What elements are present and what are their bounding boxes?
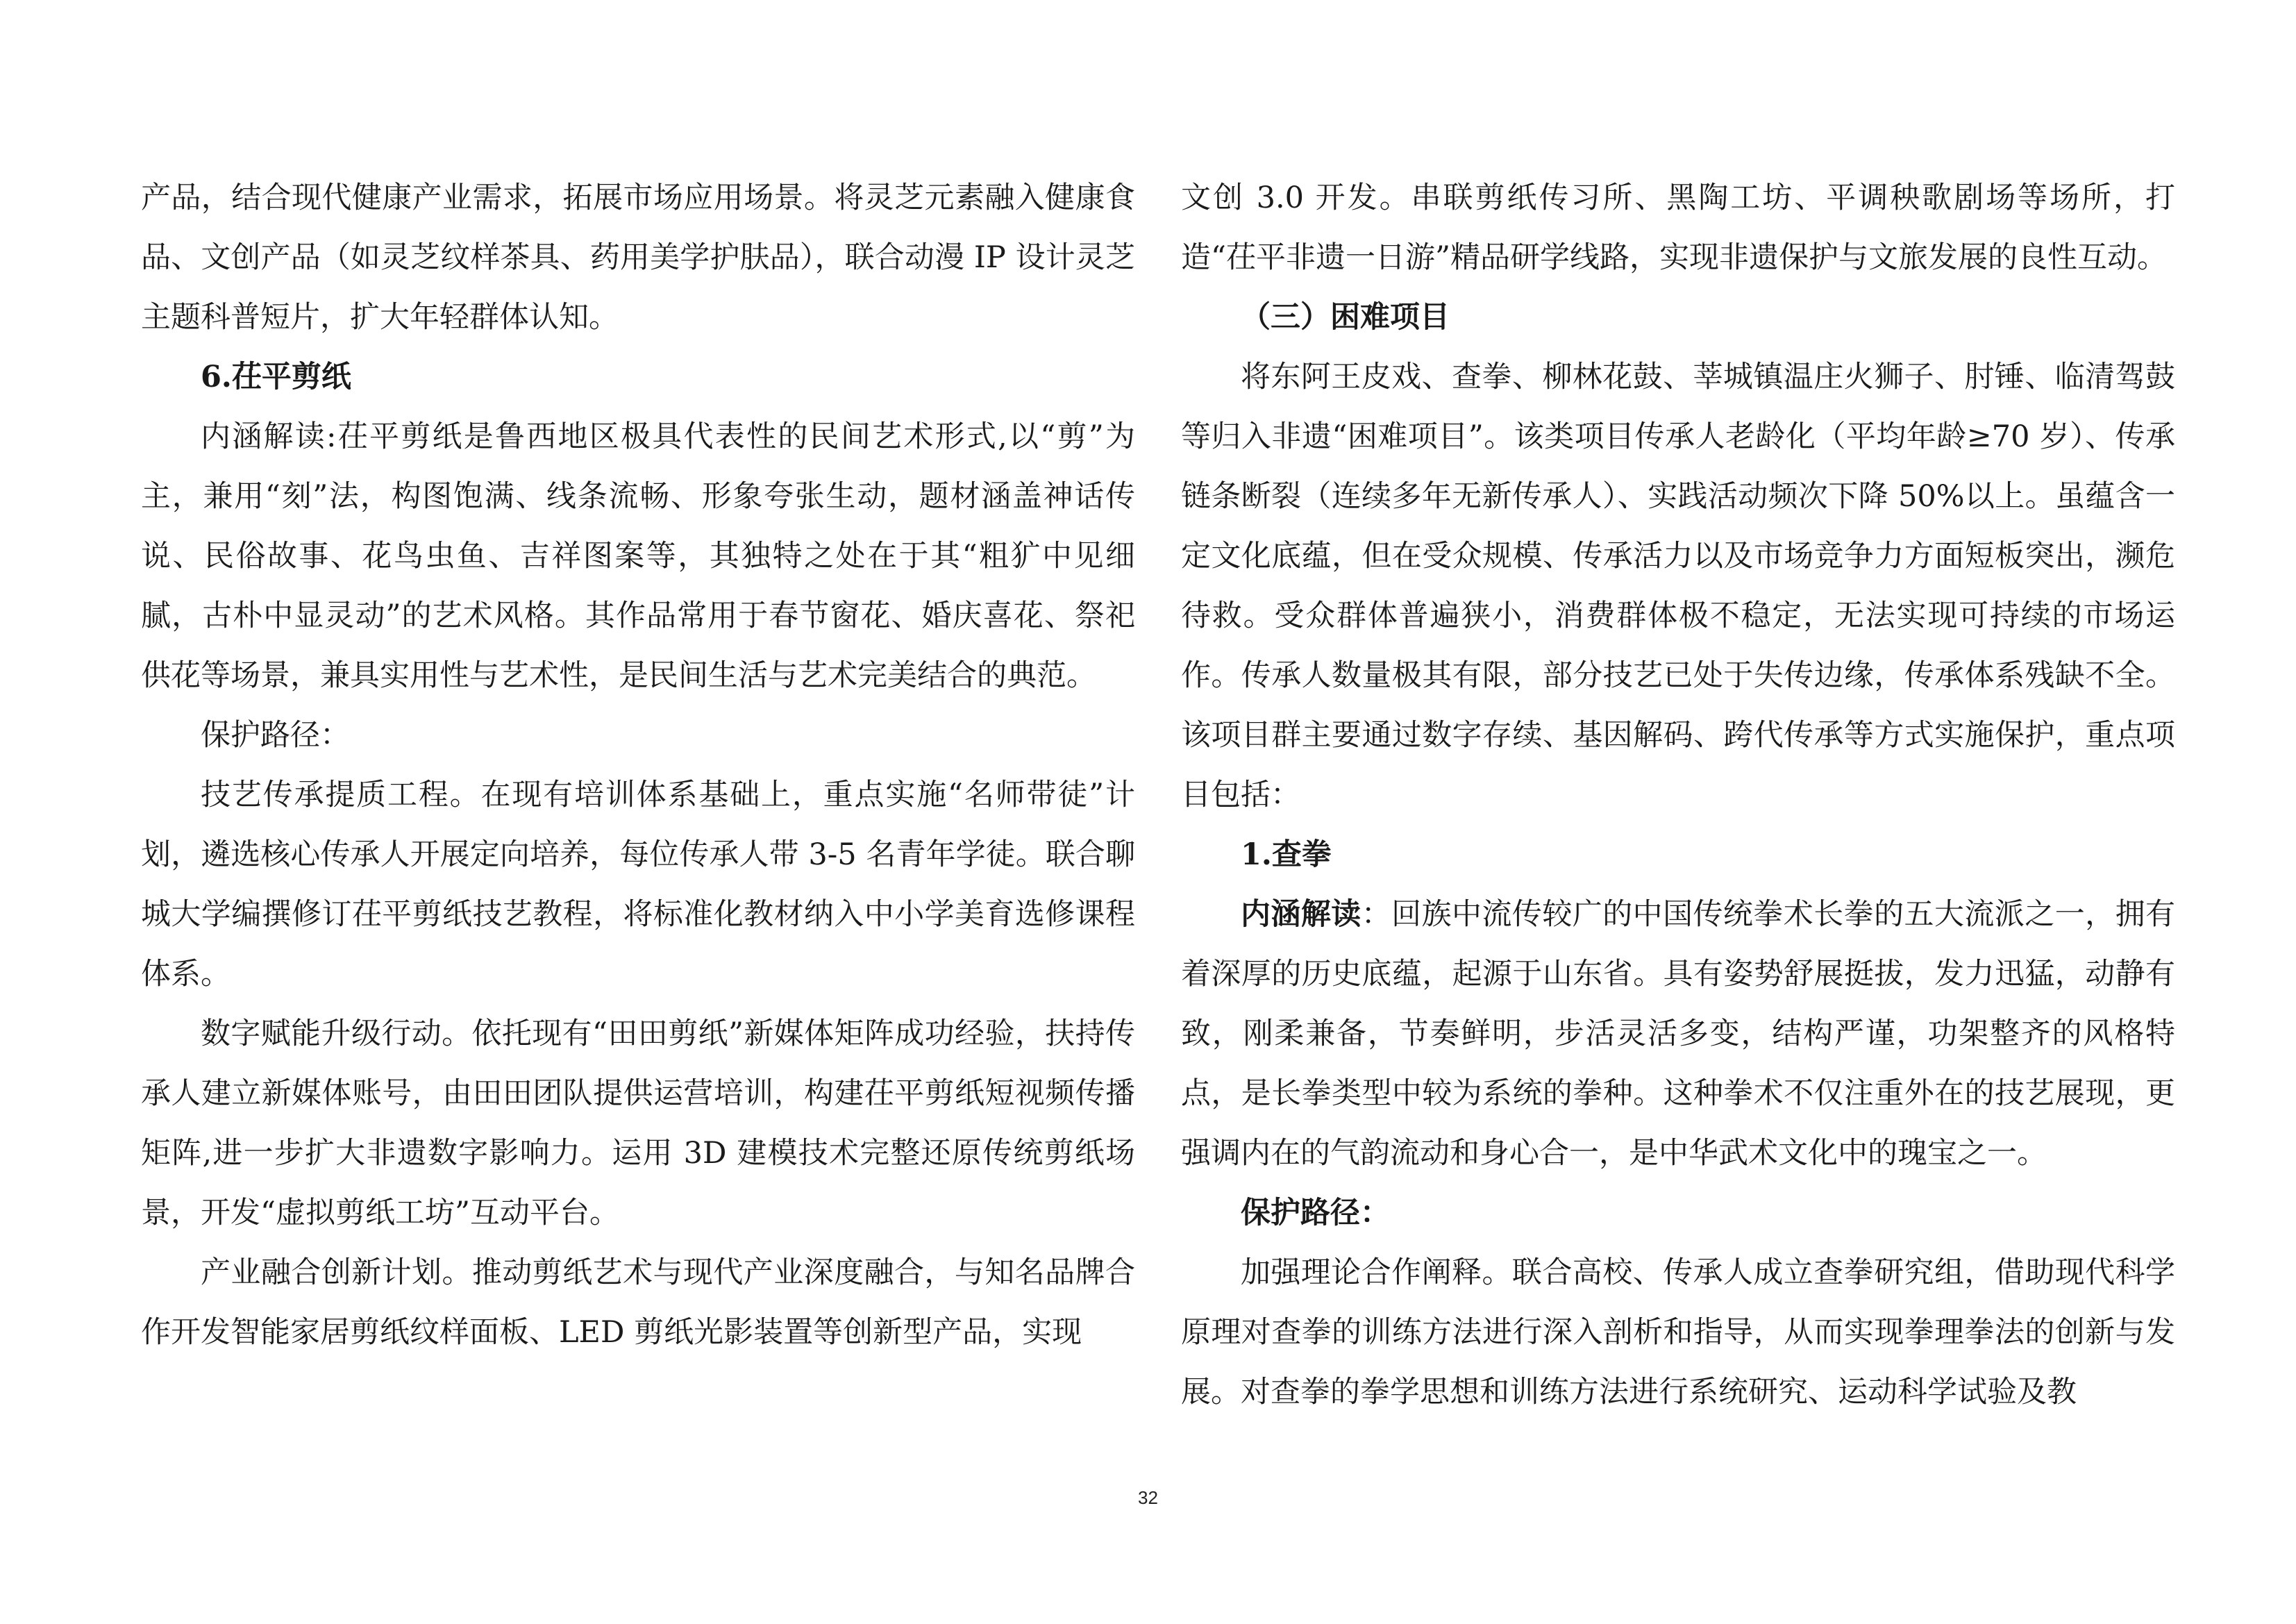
left-column — [141, 168, 1135, 1362]
page-number: 32 — [1138, 1487, 1158, 1508]
section-heading-chaquan: 1.查拳 — [1241, 837, 1332, 872]
connotation-label: 内涵解读 — [1241, 897, 1361, 932]
chaquan-connotation-paragraph — [1181, 885, 2175, 1183]
digital-empowerment-paragraph: 数字赋能升级行动。依托现有“田田剪纸”新媒体矩阵成功经验，扶持传承人建立新媒体账号，由田田团队提供运营培训，构建茌平剪纸短视频传播矩阵,进一步扩大非遗数字影响力。运用 3D 建模技术完整还原传统剪纸场景，开发“虚拟剪纸工坊”互动平台。 — [141, 1016, 1135, 1230]
connotation-paragraph: 内涵解读:茌平剪纸是鲁西地区极具代表性的民间艺术形式,以“剪”为主，兼用“刻”法，构图饱满、线条流畅、形象夸张生动，题材涵盖神话传说、民俗故事、花鸟虫鱼、吉祥图案等，其独特之处在于其“粗犷中见细腻，古朴中显灵动”的艺术风格。其作品常用于春节窗花、婚庆喜花、祭祀供花等场景，兼具实用性与艺术性，是民间生活与艺术完美结合的典范。 — [141, 419, 1135, 693]
section-heading-chiping-papercut: 6.茌平剪纸 — [201, 360, 351, 394]
continuation-paragraph: 文创 3.0 开发。串联剪纸传习所、黑陶工坊、平调秧歌剧场等场所，打造“茌平非遗一日游”精品研学线路，实现非遗保护与文旅发展的良性互动。 — [1181, 181, 2175, 275]
right-column — [1181, 168, 2175, 1422]
skill-inheritance-paragraph: 技艺传承提质工程。在现有培训体系基础上，重点实施“名师带徒”计划，遴选核心传承人开展定向培养，每位传承人带 3-5 名青年学徒。联合聊城大学编撰修订茌平剪纸技艺教程，将标准化教材纳入中小学美育选修课程体系。 — [141, 778, 1135, 991]
protection-path-heading: 保护路径： — [1241, 1196, 1390, 1230]
difficult-projects-paragraph: 将东阿王皮戏、查拳、柳林花鼓、莘城镇温庄火狮子、肘锤、临清驾鼓等归入非遗“困难项目”。该类项目传承人老龄化（平均年龄≥70 岁）、传承链条断裂（连续多年无新传承人）、实践活动频次下降 50%以上。虽蕴含一定文化底蕴，但在受众规模、传承活力以及市场竞争力方面短板突出，濒危待救。受众群体普遍狭小，消费群体极不稳定，无法实现可持续的市场运作。传承人数量极其有限，部分技艺已处于失传边缘，传承体系残缺不全。该项目群主要通过数字存续、基因解码、跨代传承等方式实施保护，重点项目包括： — [1181, 360, 2175, 812]
continuation-paragraph: 产品，结合现代健康产业需求，拓展市场应用场景。将灵芝元素融入健康食品、文创产品（如灵芝纹样茶具、药用美学护肤品），联合动漫 IP 设计灵芝主题科普短片，扩大年轻群体认知。 — [141, 181, 1135, 335]
section-heading-difficult-projects: （三）困难项目 — [1241, 300, 1450, 335]
connotation-text: ：回族中流传较广的中国传统拳术长拳的五大流派之一，拥有着深厚的历史底蕴，起源于山东省。具有姿势舒展挺拔，发力迅猛，动静有致，刚柔兼备，节奏鲜明，步活灵活多变，结构严谨，功架整齐的风格特点，是长拳类型中较为系统的拳种。这种拳术不仅注重外在的技艺展现，更强调内在的气韵流动和身心合一，是中华武术文化中的瑰宝之一。 — [1181, 897, 2176, 1171]
theory-paragraph: 加强理论合作阐释。联合高校、传承人成立查拳研究组，借助现代科学原理对查拳的训练方法进行深入剖析和指导，从而实现拳理拳法的创新与发展。对查拳的拳学思想和训练方法进行系统研究、运动科学试验及教 — [1181, 1255, 2175, 1409]
industry-integration-paragraph: 产业融合创新计划。推动剪纸艺术与现代产业深度融合，与知名品牌合作开发智能家居剪纸纹样面板、LED 剪纸光影装置等创新型产品，实现 — [141, 1255, 1135, 1350]
protection-path-label: 保护路径： — [201, 718, 350, 753]
